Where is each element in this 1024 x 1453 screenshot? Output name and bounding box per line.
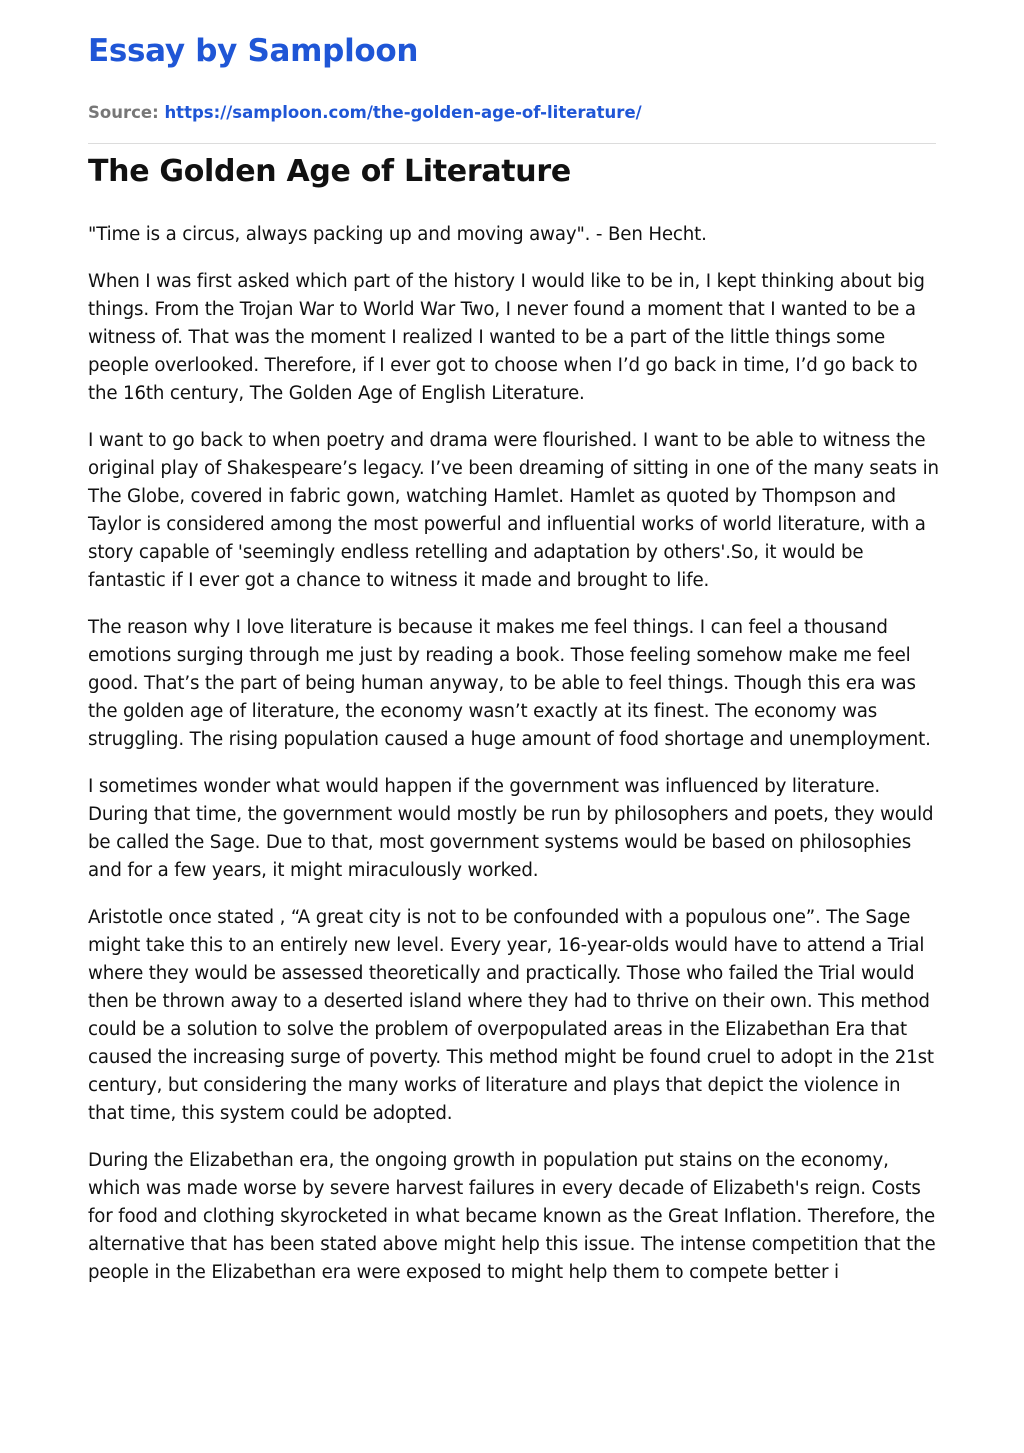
essay-paragraph-quote: "Time is a circus, always packing up and moving away". - Ben Hecht. <box>88 224 707 245</box>
essay-paragraph: Aristotle once stated , “A great city is not to be confounded with a populous one”. The Sage might take this to an entirely new level. Every year, 16-year-olds would have to attend a Trial where they would be assessed theoretically and practically. Those who failed the Trial would then be thrown away to a deserted island where they had to thrive on their own. This method could be a solution to solve the problem of overpopulated areas in the Elizabethan Era that caused the increasing surge of poverty. This method might be found cruel to adopt in the 21st century, but considering the many works of literature and plays that depict the violence in that time, this system could be adopted. <box>88 907 934 1124</box>
source-label: Source: <box>88 103 159 122</box>
essay-paragraph: During the Elizabethan era, the ongoing growth in population put stains on the economy, which was made worse by severe harvest failures in every decade of Elizabeth's reign. Costs for food and clothing skyrocketed in what became known as the Great Inflation. Therefore, the alternative that has been stated above might help this issue. The intense competition that the people in the Elizabethan era were exposed to might help them to compete better i <box>88 1150 936 1283</box>
essay-body <box>88 221 940 1306</box>
essay-paragraph: I sometimes wonder what would happen if the government was influenced by literature. During that time, the government would mostly be run by philosophers and poets, they would be called the Sage. Due to that, most government systems would be based on philosophies and for a few years, it might miraculously worked. <box>88 776 934 881</box>
source-link[interactable]: https://samploon.com/the-golden-age-of-literature/ <box>164 103 642 122</box>
essay-paragraph: I want to go back to when poetry and drama were flourished. I want to be able to witness the original play of Shakespeare’s legacy. I’ve been dreaming of sitting in one of the many seats in The Globe, covered in fabric gown, watching Hamlet. Hamlet as quoted by Thompson and Taylor is considered among the most powerful and influential works of world literature, with a story capable of 'seemingly endless retelling and adaptation by others'.So, it would be fantastic if I ever got a chance to witness it made and brought to life. <box>88 430 939 591</box>
source-line <box>88 102 642 124</box>
site-brand-title: Essay by Samploon <box>88 33 419 69</box>
header-divider <box>88 143 936 144</box>
essay-paragraph: The reason why I love literature is because it makes me feel things. I can feel a thousand emotions surging through me just by reading a book. Those feeling somehow make me feel good. That’s the part of being human anyway, to be able to feel things. Though this era was the golden age of literature, the economy wasn’t exactly at its finest. The economy was struggling. The rising population caused a huge amount of food shortage and unemployment. <box>88 617 931 750</box>
essay-title: The Golden Age of Literature <box>88 154 571 189</box>
essay-paragraph: When I was first asked which part of the history I would like to be in, I kept thinking about big things. From the Trojan War to World War Two, I never found a moment that I wanted to be a witness of. That was the moment I realized I wanted to be a part of the little things some people overlooked. Therefore, if I ever got to choose when I’d go back in time, I’d go back to the 16th century, The Golden Age of English Literature. <box>88 271 925 404</box>
